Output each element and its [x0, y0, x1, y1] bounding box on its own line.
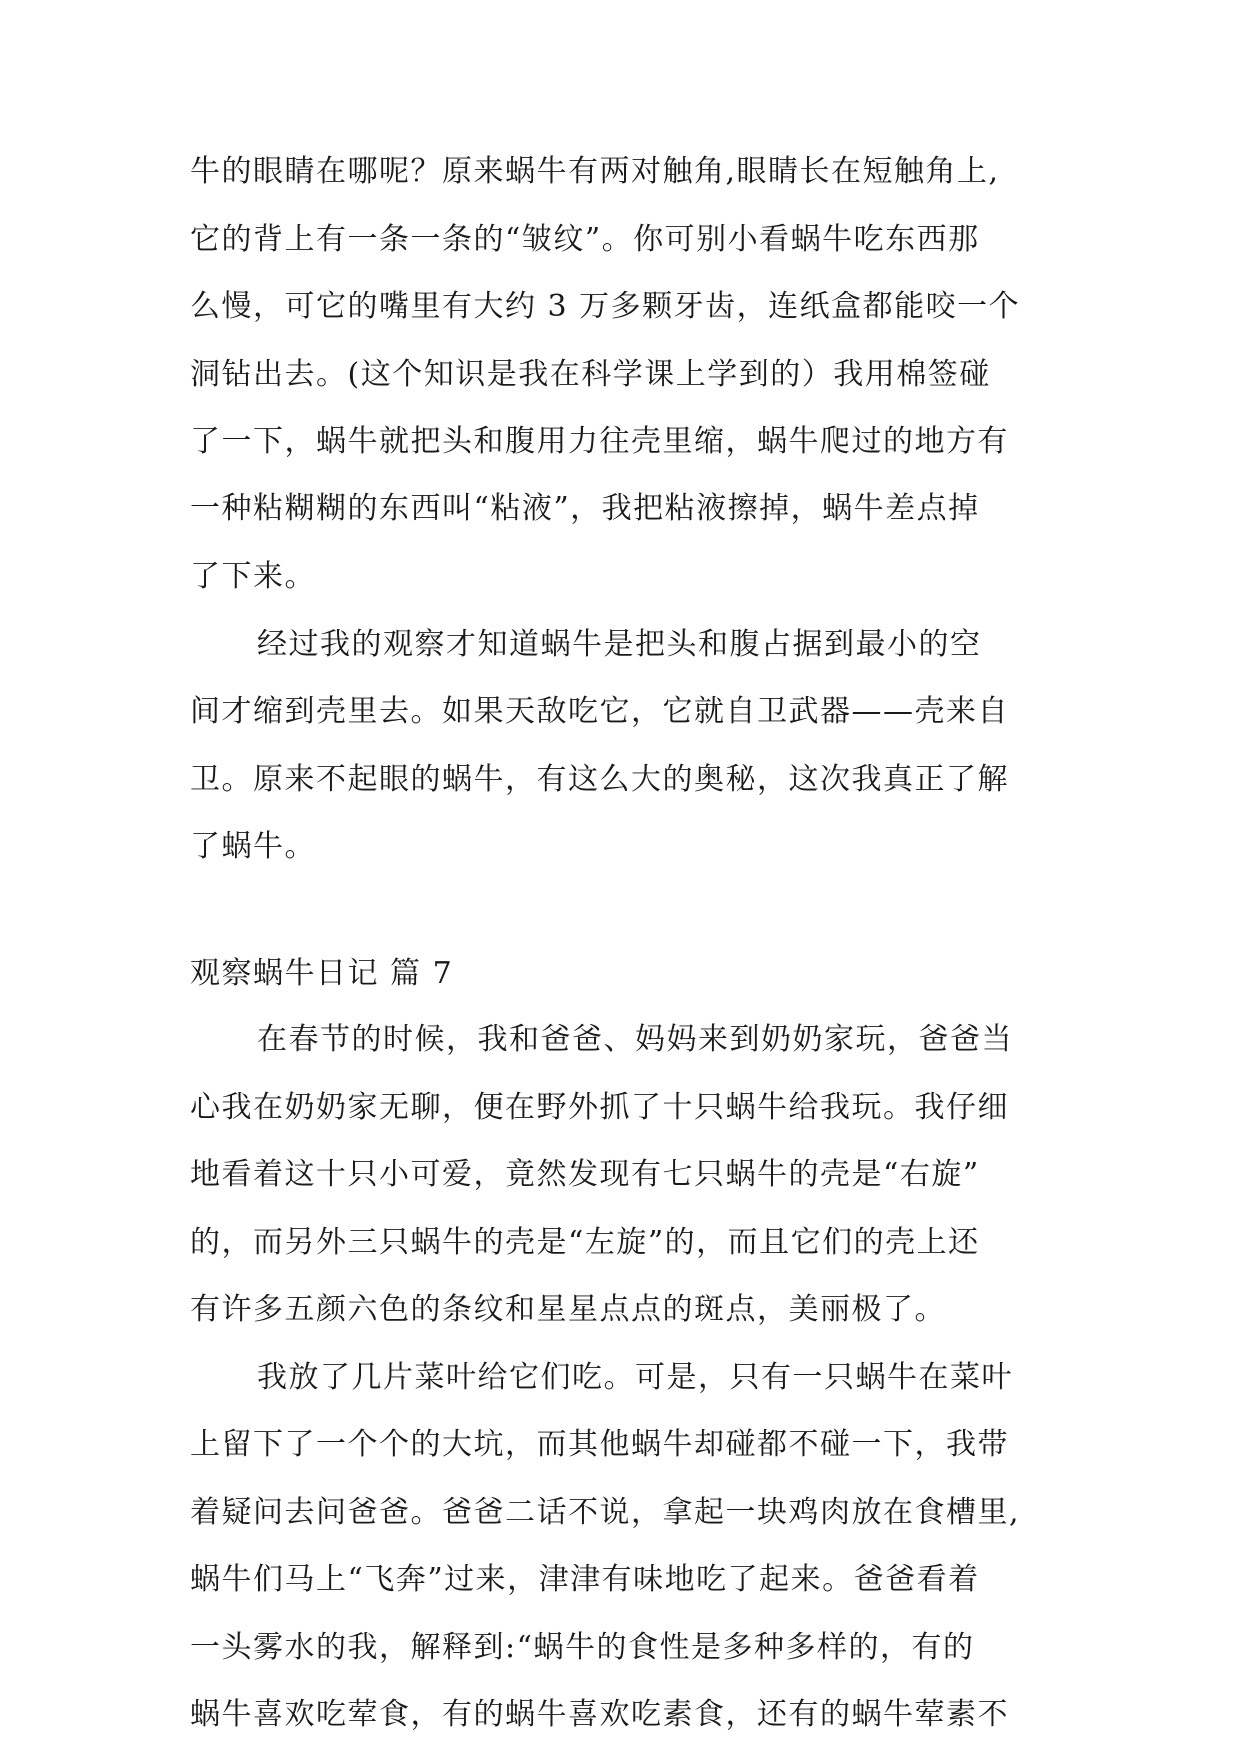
text-line: 了下来。 [190, 559, 316, 594]
text-line: 经过我的观察才知道蜗牛是把头和腹占据到最小的空 [257, 627, 982, 662]
text-line: 在春节的时候，我和爸爸、妈妈来到奶奶家玩，爸爸当 [257, 1022, 1013, 1057]
text-line: 它的背上有一条一条的“皱纹”。你可别小看蜗牛吃东西那 [190, 222, 980, 257]
section-heading: 观察蜗牛日记 篇 7 [190, 956, 454, 991]
text-line: 的，而另外三只蜗牛的壳是“左旋”的，而且它们的壳上还 [190, 1225, 980, 1260]
text-line: 着疑问去问爸爸。爸爸二话不说，拿起一块鸡肉放在食槽里, [190, 1495, 1021, 1530]
text-line: 了蜗牛。 [190, 829, 316, 864]
text-line: 心我在奶奶家无聊，便在野外抓了十只蜗牛给我玩。我仔细 [190, 1090, 1009, 1125]
text-line: 了一下，蜗牛就把头和腹用力往壳里缩，蜗牛爬过的地方有 [190, 424, 1009, 459]
text-line: 上留下了一个个的大坑，而其他蜗牛却碰都不碰一下，我带 [190, 1427, 1009, 1462]
text-line: 我放了几片菜叶给它们吃。可是，只有一只蜗牛在菜叶 [257, 1360, 1013, 1395]
text-line: 一头雾水的我，解释到:“蜗牛的食性是多种多样的，有的 [190, 1630, 975, 1665]
text-line: 牛的眼睛在哪呢？原来蜗牛有两对触角,眼睛长在短触角上, [190, 154, 1000, 189]
text-line: 一种粘糊糊的东西叫“粘液”，我把粘液擦掉，蜗牛差点掉 [190, 491, 980, 526]
text-line: 蜗牛们马上“飞奔”过来，津津有味地吃了起来。爸爸看着 [190, 1562, 980, 1597]
text-line: 么慢，可它的嘴里有大约 3 万多颗牙齿，连纸盒都能咬一个 [190, 289, 1021, 324]
text-line: 间才缩到壳里去。如果天敌吃它，它就自卫武器——壳来自 [190, 694, 1009, 729]
text-line: 蜗牛喜欢吃荤食，有的蜗牛喜欢吃素食，还有的蜗牛荤素不 [190, 1697, 1009, 1732]
text-line: 有许多五颜六色的条纹和星星点点的斑点，美丽极了。 [190, 1292, 946, 1327]
text-line: 卫。原来不起眼的蜗牛，有这么大的奥秘，这次我真正了解 [190, 762, 1009, 797]
text-line: 洞钻出去。(这个知识是我在科学课上学到的）我用棉签碰 [190, 357, 991, 392]
text-line: 地看着这十只小可爱，竟然发现有七只蜗牛的壳是“右旋” [190, 1157, 980, 1192]
